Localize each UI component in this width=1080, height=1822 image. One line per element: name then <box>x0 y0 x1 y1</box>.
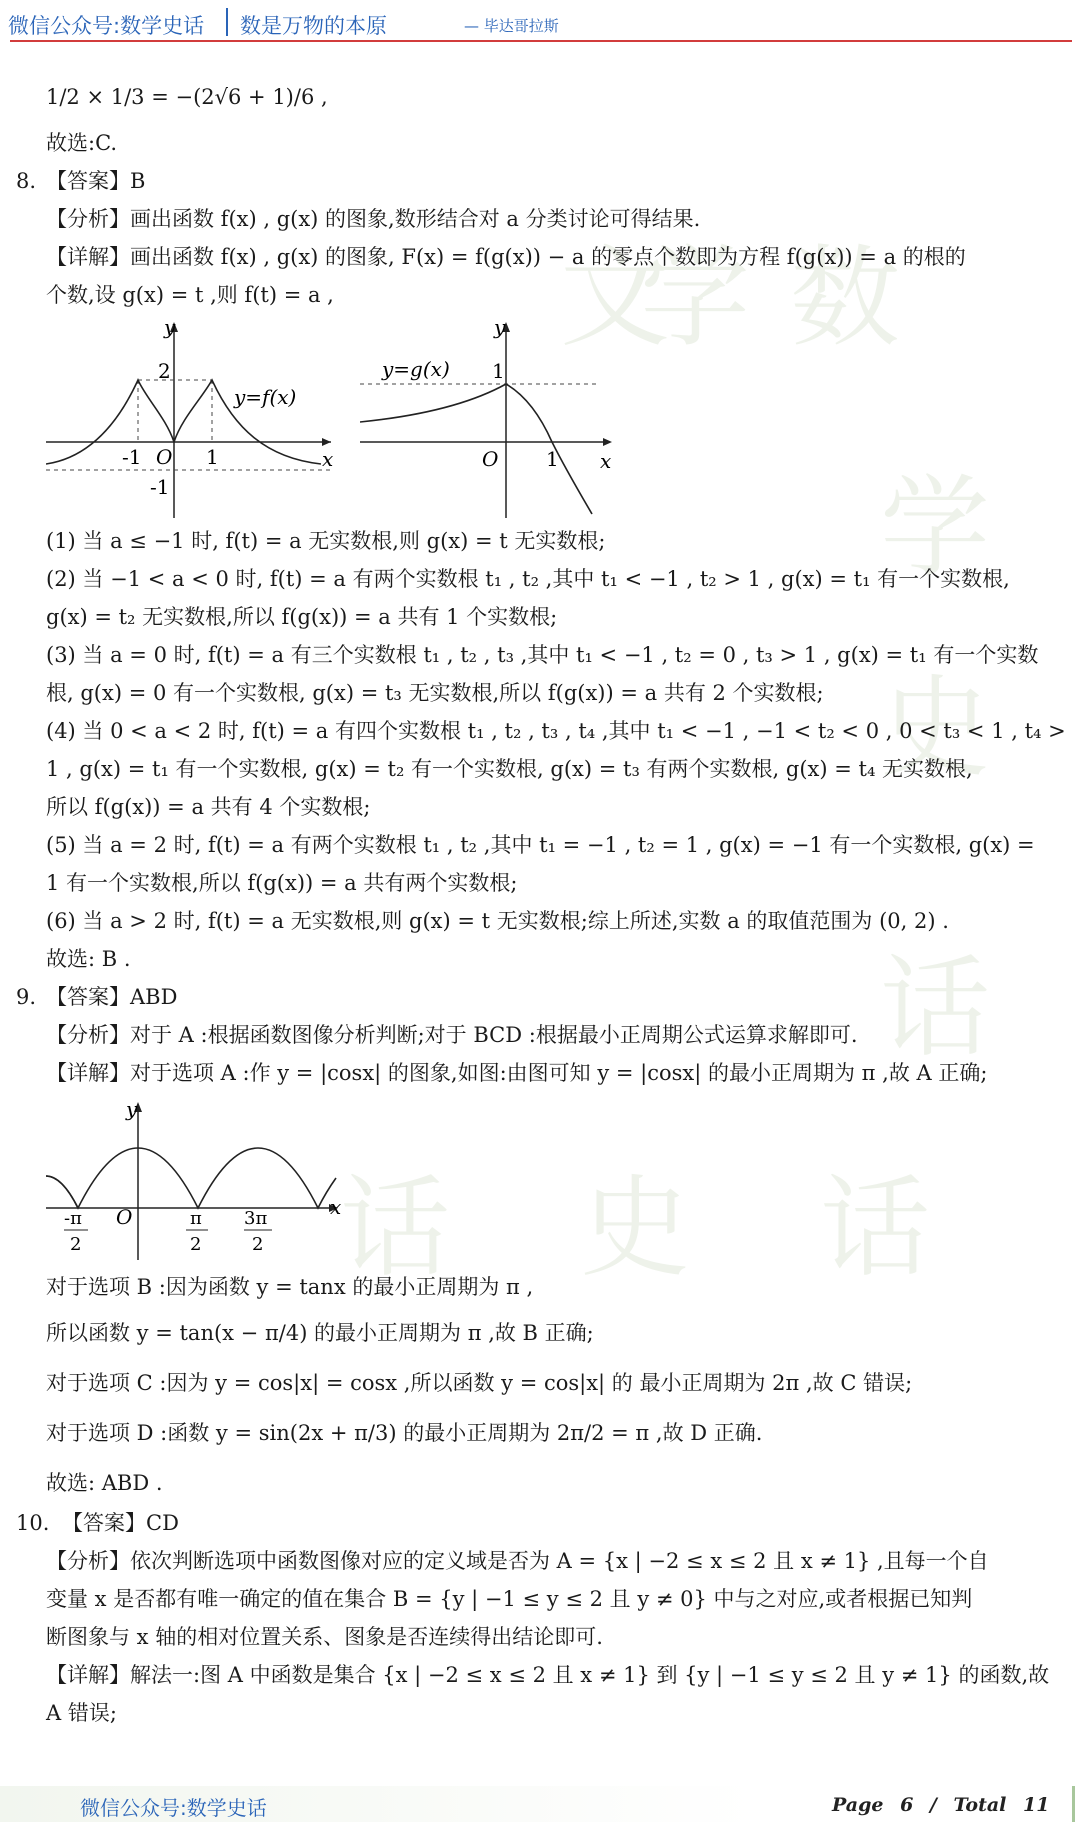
footer-account: 微信公众号:数学史话 <box>80 1796 267 1820</box>
text-line: 所以函数 y = tan(x − π/4) 的最小正周期为 π ,故 B 正确; <box>46 1321 594 1345</box>
graph-fx <box>46 318 336 518</box>
text-line: 故选:C. <box>46 131 118 155</box>
watermark-char: 文 <box>560 234 670 362</box>
page-number: Page 6 / Total 11 <box>832 1794 1050 1816</box>
graph-gx <box>360 318 620 518</box>
header-motto: 数是万物的本原 <box>240 14 387 38</box>
watermark-char: 史 <box>880 664 990 792</box>
text-line: 故选: ABD . <box>46 1471 163 1495</box>
question-number: 8. <box>16 169 37 193</box>
text-line: (4) 当 0 < a < 2 时, f(t) = a 有四个实数根 t₁ , t₂ , t₃ , t₄ ,其中 t₁ < −1 , −1 < t₂ < 0 , 0 < t₃ < 1 , t₄ > <box>46 719 1066 743</box>
text-line: g(x) = t₂ 无实数根,所以 f(g(x)) = a 共有 1 个实数根; <box>46 605 558 629</box>
tick-pi-half-den: 2 <box>190 1234 202 1255</box>
text-line: (2) 当 −1 < a < 0 时, f(t) = a 有两个实数根 t₁ , t₂ ,其中 t₁ < −1 , t₂ > 1 , g(x) = t₁ 有一个实数根, <box>46 567 1010 591</box>
watermark-char: 数 <box>790 234 900 362</box>
text-line: (5) 当 a = 2 时, f(t) = a 有两个实数根 t₁ , t₂ ,其中 t₁ = −1 , t₂ = 1 , g(x) = −1 有一个实数根, g(x) = <box>46 833 1035 857</box>
origin-label: O <box>156 445 173 469</box>
tick-neg-pi-half-num: -π <box>64 1208 82 1229</box>
text-line: 个数,设 g(x) = t ,则 f(t) = a , <box>46 283 334 307</box>
text-line: 对于选项 D :函数 y = sin(2x + π/3) 的最小正周期为 2π/2 = π ,故 D 正确. <box>46 1421 763 1445</box>
text-line: 1 , g(x) = t₁ 有一个实数根, g(x) = t₂ 有一个实数根, g(x) = t₃ 有两个实数根, g(x) = t₄ 无实数根, <box>46 757 973 781</box>
answer-line: 【答案】B <box>46 169 146 193</box>
axis-label-y: y <box>164 318 176 339</box>
text-line: (3) 当 a = 0 时, f(t) = a 有三个实数根 t₁ , t₂ , t₃ ,其中 t₁ < −1 , t₂ = 0 , t₃ > 1 , g(x) = t₁ 有一个实数 <box>46 643 1039 667</box>
watermark-char: 话 <box>820 1164 930 1292</box>
watermark-char: 学 <box>640 234 750 362</box>
text-line: 故选: B . <box>46 947 131 971</box>
page-footer <box>0 1786 1080 1822</box>
origin-label: O <box>116 1205 133 1229</box>
graph-abs-cos <box>46 1100 346 1260</box>
text-line: 对于选项 C :因为 y = cos|x| = cosx ,所以函数 y = cos|x| 的 最小正周期为 2π ,故 C 错误; <box>46 1371 913 1395</box>
text-line: 【分析】对于 A :根据函数图像分析判断;对于 BCD :根据最小正周期公式运算求解即可. <box>46 1023 858 1047</box>
text-line: 【详解】对于选项 A :作 y = |cosx| 的图象,如图:由图可知 y = |cosx| 的最小正周期为 π ,故 A 正确; <box>46 1061 988 1085</box>
watermark-char: 史 <box>580 1164 690 1292</box>
axis-label-x: x <box>322 447 334 471</box>
text-line: 对于选项 B :因为函数 y = tanx 的最小正周期为 π , <box>46 1275 534 1299</box>
axis-label-x: x <box>600 449 612 473</box>
text-line: 断图象与 x 轴的相对位置关系、图象是否连续得出结论即可. <box>46 1625 603 1649</box>
watermark-char: 话 <box>880 944 990 1072</box>
text-line: A 错误; <box>46 1701 117 1725</box>
tick-neg-pi-half-den: 2 <box>70 1234 82 1255</box>
header-rule <box>10 40 1072 42</box>
curve-label-fx: y=f(x) <box>234 385 297 409</box>
text-line: 根, g(x) = 0 有一个实数根, g(x) = t₃ 无实数根,所以 f(g(x)) = a 共有 2 个实数根; <box>46 681 824 705</box>
text-line: 【详解】解法一:图 A 中函数是集合 {x | −2 ≤ x ≤ 2 且 x ≠ 1} 到 {y | −1 ≤ y ≤ 2 且 y ≠ 1} 的函数,故 <box>46 1663 1050 1687</box>
text-line: (1) 当 a ≤ −1 时, f(t) = a 无实数根,则 g(x) = t 无实数根; <box>46 529 606 553</box>
header-account: 微信公众号:数学史话 <box>8 14 205 38</box>
text-line: 【详解】画出函数 f(x) , g(x) 的图象, F(x) = f(g(x)) − a 的零点个数即为方程 f(g(x)) = a 的根的 <box>46 245 966 269</box>
text-line: 所以 f(g(x)) = a 共有 4 个实数根; <box>46 795 371 819</box>
text-line: 1 有一个实数根,所以 f(g(x)) = a 共有两个实数根; <box>46 871 518 895</box>
tick-neg1-x: -1 <box>122 445 142 469</box>
tick-1-x: 1 <box>546 447 559 471</box>
answer-line: 【答案】ABD <box>46 985 178 1009</box>
tick-2: 2 <box>158 359 171 383</box>
formula-line: 1/2 × 1/3 = −(2√6 + 1)/6 , <box>46 85 328 109</box>
tick-pi-half-num: π <box>190 1208 202 1229</box>
question-number: 9. <box>16 985 37 1009</box>
tick-1-y: 1 <box>492 359 505 383</box>
axis-label-y: y <box>494 318 506 339</box>
watermark-char: 话 <box>340 1164 450 1292</box>
tick-3pi-half-num: 3π <box>244 1208 268 1229</box>
page-header <box>0 0 1080 44</box>
curve-label-gx: y=g(x) <box>382 357 450 381</box>
text-line: 变量 x 是否都有唯一确定的值在集合 B = {y | −1 ≤ y ≤ 2 且 y ≠ 0} 中与之对应,或者根据已知判 <box>46 1587 973 1611</box>
header-divider <box>226 8 228 36</box>
tick-1-x: 1 <box>206 445 219 469</box>
text-line: (6) 当 a > 2 时, f(t) = a 无实数根,则 g(x) = t 无实数根;综上所述,实数 a 的取值范围为 (0, 2) . <box>46 909 949 933</box>
footer-edge <box>1072 1786 1075 1822</box>
axis-label-x: x <box>330 1195 342 1219</box>
question-number: 10. <box>16 1511 50 1535</box>
tick-3pi-half-den: 2 <box>252 1234 264 1255</box>
axis-label-y: y <box>126 1100 138 1121</box>
text-line: 【分析】画出函数 f(x) , g(x) 的图象,数形结合对 a 分类讨论可得结果. <box>46 207 701 231</box>
watermark-char: 学 <box>880 464 990 592</box>
tick-neg1-y: -1 <box>150 475 170 499</box>
header-attribution: — 毕达哥拉斯 <box>464 17 559 35</box>
text-line: 【分析】依次判断选项中函数图像对应的定义域是否为 A = {x | −2 ≤ x ≤ 2 且 x ≠ 1} ,且每一个自 <box>46 1549 989 1573</box>
answer-line: 【答案】CD <box>62 1511 179 1535</box>
origin-label: O <box>482 447 499 471</box>
